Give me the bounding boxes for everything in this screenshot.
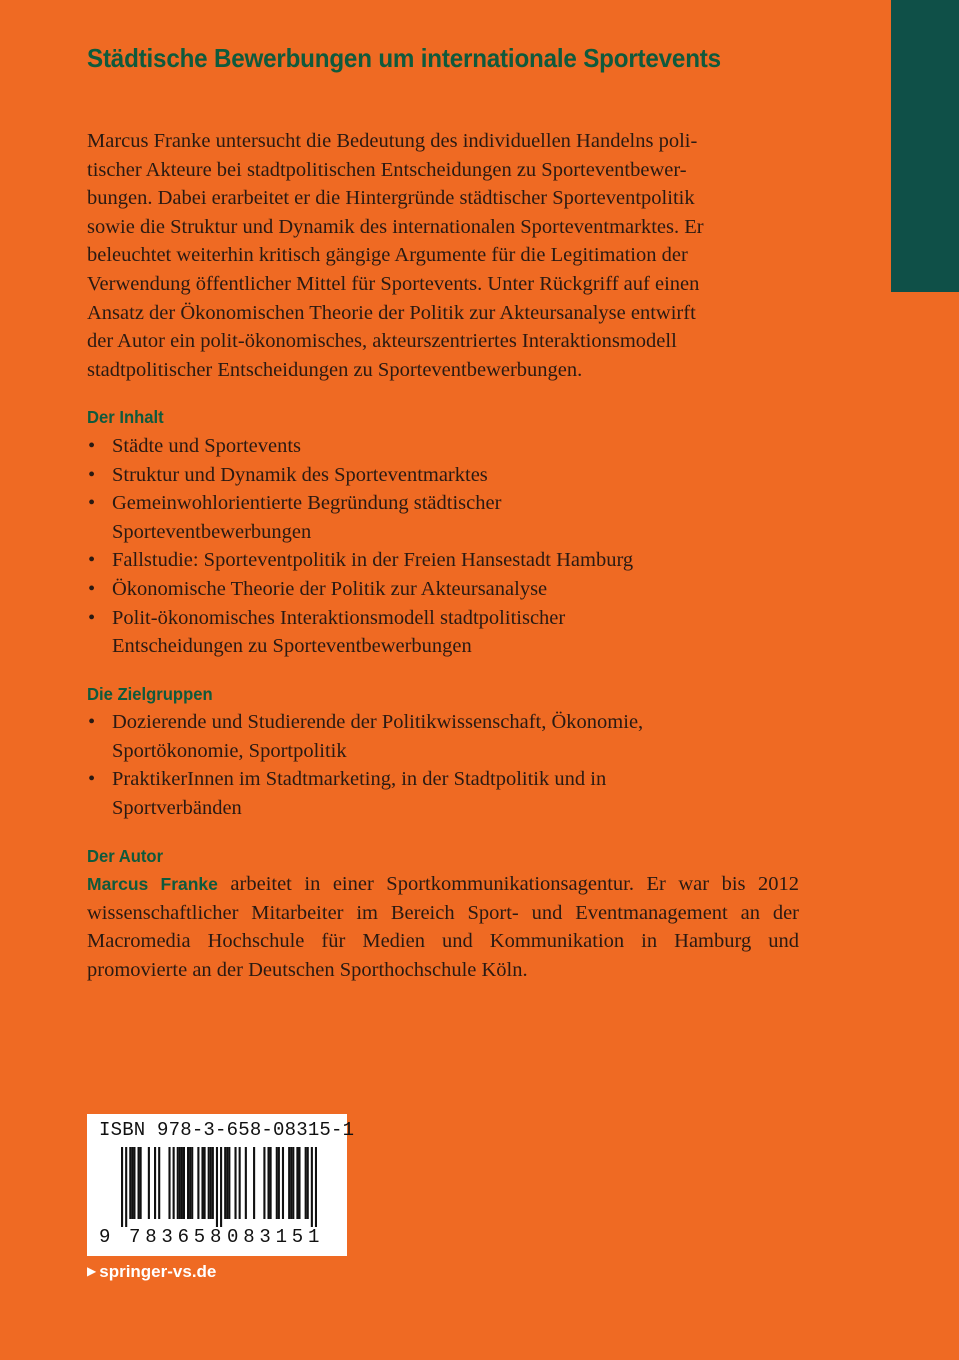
list-item xyxy=(87,604,672,661)
intro-line: bungen. Dabei erarbeitet er die Hintergründe städtischer Sporteventpolitik xyxy=(87,187,695,210)
bullet: • xyxy=(88,606,96,629)
list-item-text: Polit-ökonomisches Interaktionsmodell stadtpolitischer Entscheidungen zu Sporteventbewerbungen xyxy=(112,606,566,658)
list-item-text: Ökonomische Theorie der Politik zur Akteursanalyse xyxy=(112,577,548,600)
author-bio-text: arbeitet in einer Sportkommunikationsagentur. Er war bis 2012 wissenschaftlicher Mitarbeiter im Bereich Sport- und Eventmanagement an der Macromedia Hochschule für Medien und Kommunikation in Hamburg und promovierte an der Deutschen Sporthochschule Köln. xyxy=(87,873,800,982)
author-heading: Der Autor xyxy=(87,845,164,866)
intro-line: beleuchtet weiterhin kritisch gängige Argumente für die Legitimation der xyxy=(87,244,688,267)
intro-line: stadtpolitischer Entscheidungen zu Sporteventbewerbungen. xyxy=(87,358,583,381)
bullet: • xyxy=(88,711,96,734)
barcode-digit-lead: 9 xyxy=(99,1226,111,1248)
audience-list xyxy=(87,708,799,822)
barcode-bar xyxy=(133,1147,135,1219)
side-color-band xyxy=(891,0,959,292)
intro-line: der Autor ein polit-ökonomisches, akteurszentriertes Interaktionsmodell xyxy=(87,330,677,353)
barcode-bar xyxy=(183,1147,185,1219)
barcode-bar xyxy=(226,1147,228,1219)
barcode-bar xyxy=(290,1147,292,1219)
website-text: springer-vs.de xyxy=(99,1262,217,1281)
barcode-digits-left: 783658 xyxy=(129,1226,227,1248)
barcode-bar xyxy=(276,1147,278,1219)
isbn-label: ISBN 978-3-658-08315-1 xyxy=(99,1119,355,1141)
barcode-bar xyxy=(140,1147,142,1219)
barcode-bar xyxy=(307,1147,309,1219)
barcode-bar xyxy=(267,1147,269,1219)
barcode xyxy=(121,1147,317,1227)
bullet: • xyxy=(88,549,96,572)
intro-line: tischer Akteure bei stadtpolitischen Entscheidungen zu Sporteventbewer- xyxy=(87,158,687,181)
author-name: Marcus Franke xyxy=(87,874,218,895)
barcode-bar xyxy=(168,1147,170,1219)
barcode-bar xyxy=(181,1147,183,1219)
barcode-bar xyxy=(129,1147,131,1219)
barcode-bar xyxy=(253,1147,255,1219)
list-item-text: Städte und Sportevents xyxy=(112,434,302,457)
bullet: • xyxy=(88,577,96,600)
barcode-bar xyxy=(228,1147,230,1219)
barcode-bar xyxy=(125,1147,127,1227)
contents-heading: Der Inhalt xyxy=(87,407,164,428)
list-item xyxy=(87,489,582,546)
barcode-bar xyxy=(270,1147,272,1219)
bullet: • xyxy=(88,463,96,486)
list-item xyxy=(87,765,722,822)
list-item xyxy=(87,432,799,461)
barcode-bar xyxy=(187,1147,189,1219)
list-item-text: Gemeinwohlorientierte Begründung städtischer Sporteventbewerbungen xyxy=(112,492,502,543)
barcode-bar xyxy=(154,1147,156,1219)
barcode-bar xyxy=(204,1147,206,1219)
barcode-digits-right: 083151 xyxy=(227,1226,325,1248)
intro-line: Ansatz der Ökonomischen Theorie der Politik zur Akteursanalyse entwirft xyxy=(87,301,696,324)
barcode-bar xyxy=(288,1147,290,1219)
barcode-bar xyxy=(296,1147,298,1219)
barcode-bar xyxy=(131,1147,133,1219)
barcode-bar xyxy=(216,1147,218,1227)
barcode-bar xyxy=(179,1147,181,1219)
intro-line: sowie die Struktur und Dynamik des internationalen Sporteventmarktes. Er xyxy=(87,215,704,238)
barcode-bar xyxy=(191,1147,193,1219)
isbn-barcode-box xyxy=(87,1114,355,1256)
barcode-bar xyxy=(315,1147,317,1227)
barcode-bar xyxy=(173,1147,175,1219)
barcode-bar xyxy=(210,1147,212,1219)
barcode-bar xyxy=(197,1147,199,1219)
barcode-bar xyxy=(234,1147,236,1219)
author-bio xyxy=(87,870,799,984)
list-item xyxy=(87,575,799,604)
barcode-bar xyxy=(138,1147,140,1219)
barcode-bar xyxy=(158,1147,160,1219)
list-item xyxy=(87,708,752,765)
barcode-bar xyxy=(224,1147,226,1219)
barcode-bar xyxy=(148,1147,150,1219)
list-item-text: Struktur und Dynamik des Sporteventmarktes xyxy=(112,463,488,486)
barcode-bar xyxy=(201,1147,203,1219)
audience-heading: Die Zielgruppen xyxy=(87,683,213,704)
barcode-bar xyxy=(189,1147,191,1219)
barcode-bar xyxy=(278,1147,280,1219)
triangle-right-icon: ▶ xyxy=(87,1264,97,1278)
barcode-bar xyxy=(177,1147,179,1219)
bullet: • xyxy=(88,492,96,515)
barcode-bar xyxy=(245,1147,247,1219)
intro-line: Verwendung öffentlicher Mittel für Sportevents. Unter Rückgriff auf einen xyxy=(87,272,700,295)
bullet: • xyxy=(88,434,96,457)
intro-paragraph xyxy=(87,127,799,384)
barcode-bar xyxy=(220,1147,222,1227)
list-item-text: PraktikerInnen im Stadtmarketing, in der Stadtpolitik und in Sportverbänden xyxy=(112,768,607,820)
barcode-bar xyxy=(305,1147,307,1219)
list-item-text: Dozierende und Studierende der Politikwissenschaft, Ökonomie, Sportökonomie, Sportpolitik xyxy=(112,711,644,762)
barcode-bar xyxy=(263,1147,265,1219)
barcode-bar xyxy=(121,1147,123,1227)
back-cover-text xyxy=(87,127,799,985)
bullet: • xyxy=(88,768,96,791)
barcode-bar xyxy=(212,1147,214,1219)
list-item-text: Fallstudie: Sporteventpolitik in der Freien Hansestadt Hamburg xyxy=(112,549,634,572)
page-title: Städtische Bewerbungen um internationale Sportevents xyxy=(87,43,721,73)
barcode-bar xyxy=(292,1147,294,1219)
barcode-bar xyxy=(208,1147,210,1219)
contents-list xyxy=(87,432,799,661)
barcode-bar xyxy=(282,1147,284,1219)
list-item xyxy=(87,546,799,575)
publisher-website[interactable] xyxy=(87,1262,216,1282)
list-item xyxy=(87,461,799,490)
barcode-bar xyxy=(239,1147,241,1219)
barcode-bar xyxy=(311,1147,313,1227)
barcode-bar xyxy=(298,1147,300,1219)
intro-line: Marcus Franke untersucht die Bedeutung des individuellen Handelns poli- xyxy=(87,130,698,152)
